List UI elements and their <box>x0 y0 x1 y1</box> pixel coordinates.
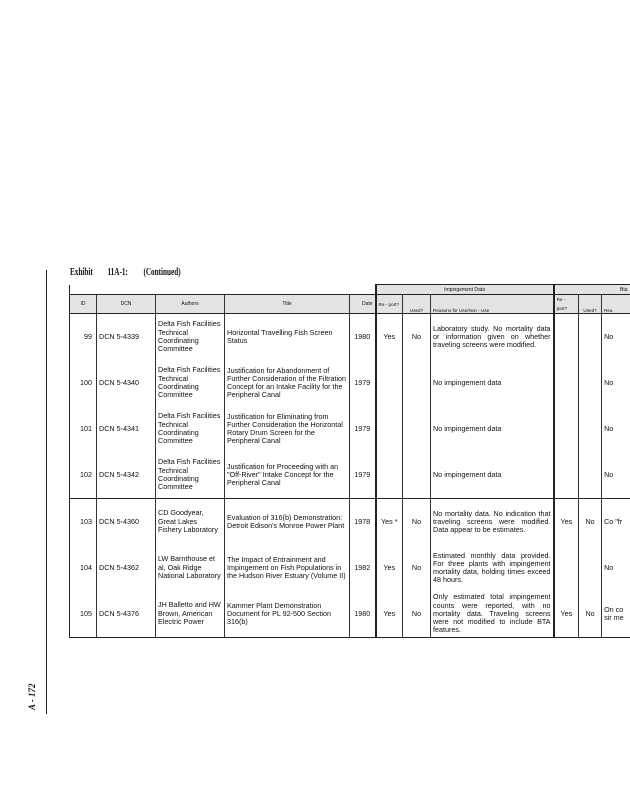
cell-bta-reason: No <box>602 406 630 452</box>
cell-imp-used: No <box>403 591 431 638</box>
table-row <box>70 406 630 452</box>
cell-date: 1982 <box>350 545 376 591</box>
cell-authors: Delta Fish Facilities Technical Coordinating Committee <box>156 406 225 452</box>
caption-status: (Continued) <box>143 267 181 278</box>
table-row <box>70 499 630 546</box>
header-imp-used: Used? <box>403 295 431 314</box>
cell-authors: CD Goodyear, Great Lakes Fishery Laboratory <box>156 499 225 546</box>
header-id: ID <box>70 295 97 314</box>
cell-imp-reason: No mortality data. No indication that traveling screens were modified. Data appear to be estimates. <box>431 499 554 546</box>
cell-imp-used <box>403 406 431 452</box>
cell-dcn: DCN 5-4360 <box>97 499 156 546</box>
cell-dcn: DCN 5-4341 <box>97 406 156 452</box>
cell-id: 103 <box>70 499 97 546</box>
table-row <box>70 314 630 361</box>
cell-bta-report: Yes <box>554 591 579 638</box>
cell-imp-used: No <box>403 314 431 361</box>
cell-bta-used <box>579 314 602 361</box>
exhibit-caption <box>70 267 181 278</box>
caption-exhibit: Exhibit <box>70 267 93 278</box>
cell-bta-used: No <box>579 591 602 638</box>
cell-imp-reason: Estimated monthly data provided. For three plants with impingement mortality data, holding times exceed 48 hours. <box>431 545 554 591</box>
cell-imp-report: Yes <box>376 545 403 591</box>
cell-imp-report: Yes <box>376 314 403 361</box>
cell-bta-report <box>554 545 579 591</box>
cell-imp-used: No <box>403 545 431 591</box>
cell-bta-reason: No <box>602 452 630 499</box>
cell-imp-reason: Laboratory study. No mortality data or information given on whether traveling screens were modified. <box>431 314 554 361</box>
page-number: A - 172 <box>27 683 37 710</box>
cell-imp-used: No <box>403 499 431 546</box>
header-title: Title <box>225 295 350 314</box>
cell-bta-reason: No <box>602 360 630 406</box>
cell-authors: Delta Fish Facilities Technical Coordinating Committee <box>156 360 225 406</box>
cell-title: Evaluation of 316(b) Demonstration: Detroit Edison's Monroe Power Plant <box>225 499 350 546</box>
cell-imp-reason: Only estimated total impingement counts were reported, with no mortality data. Traveling screens were not modified to include BTA features. <box>431 591 554 638</box>
header-dcn: DCN <box>97 295 156 314</box>
cell-id: 104 <box>70 545 97 591</box>
caption-number: 11A-1: <box>107 267 128 278</box>
cell-bta-report <box>554 452 579 499</box>
cell-bta-used <box>579 545 602 591</box>
cell-id: 102 <box>70 452 97 499</box>
cell-dcn: DCN 5-4340 <box>97 360 156 406</box>
cell-title: Horizontal Travelling Fish Screen Status <box>225 314 350 361</box>
cell-dcn: DCN 5-4339 <box>97 314 156 361</box>
header-bta-report: Re - port? <box>554 295 579 314</box>
cell-bta-used <box>579 452 602 499</box>
cell-date: 1978 <box>350 499 376 546</box>
header-group-impingement: Impingement Data <box>376 285 554 295</box>
cell-bta-report <box>554 314 579 361</box>
cell-date: 1979 <box>350 360 376 406</box>
cell-imp-report <box>376 406 403 452</box>
cell-title: Justification for Proceeding with an "Off-River" Intake Concept for the Peripheral Canal <box>225 452 350 499</box>
cell-bta-used <box>579 360 602 406</box>
cell-imp-reason: No impingement data <box>431 406 554 452</box>
header-group-bta: Bta <box>554 285 630 295</box>
cell-id: 99 <box>70 314 97 361</box>
header-authors: Authors <box>156 295 225 314</box>
exhibit-table-wrapper <box>69 284 628 635</box>
cell-authors: Delta Fish Facilities Technical Coordinating Committee <box>156 452 225 499</box>
cell-bta-used: No <box>579 499 602 546</box>
cell-imp-report <box>376 452 403 499</box>
header-bta-used: Used? <box>579 295 602 314</box>
cell-bta-reason: No <box>602 545 630 591</box>
table-row <box>70 452 630 499</box>
cell-date: 1980 <box>350 591 376 638</box>
cell-authors: LW Barnthouse et al, Oak Ridge National Laboratory <box>156 545 225 591</box>
cell-title: Kammer Plant Demonstration Document for PL 92-500 Section 316(b) <box>225 591 350 638</box>
table-row <box>70 545 630 591</box>
table-row <box>70 360 630 406</box>
header-date: Date <box>350 295 376 314</box>
cell-bta-reason: No <box>602 314 630 361</box>
cell-id: 105 <box>70 591 97 638</box>
cell-date: 1979 <box>350 452 376 499</box>
cell-authors: Delta Fish Facilities Technical Coordinating Committee <box>156 314 225 361</box>
margin-rule <box>46 270 47 714</box>
cell-imp-report: Yes <box>376 591 403 638</box>
cell-id: 101 <box>70 406 97 452</box>
table-row <box>70 591 630 638</box>
cell-imp-reason: No impingement data <box>431 452 554 499</box>
cell-dcn: DCN 5-4362 <box>97 545 156 591</box>
cell-title: Justification for Abandonment of Further Consideration of the Filtration Concept for an Intake Facility for the Peripheral Canal <box>225 360 350 406</box>
cell-imp-reason: No impingement data <box>431 360 554 406</box>
cell-title: Justification for Eliminating from Further Consideration the Horizontal Rotary Drum Screen for the Peripheral Canal <box>225 406 350 452</box>
cell-imp-report: Yes * <box>376 499 403 546</box>
cell-date: 1979 <box>350 406 376 452</box>
cell-imp-report <box>376 360 403 406</box>
cell-dcn: DCN 5-4376 <box>97 591 156 638</box>
cell-bta-reason: On co sir me <box>602 591 630 638</box>
cell-bta-report <box>554 406 579 452</box>
cell-imp-used <box>403 452 431 499</box>
cell-bta-report <box>554 360 579 406</box>
cell-title: The Impact of Entrainment and Impingement on Fish Populations in the Hudson River Estuary (Volume II) <box>225 545 350 591</box>
cell-date: 1980 <box>350 314 376 361</box>
exhibit-table <box>69 284 630 638</box>
cell-bta-used <box>579 406 602 452</box>
header-imp-reasons: Reasons for Use/Non - Use <box>431 295 554 314</box>
cell-authors: JH Balletto and HW Brown, American Electric Power <box>156 591 225 638</box>
header-bta-reasons: Rea <box>602 295 630 314</box>
table-body <box>70 314 630 638</box>
cell-dcn: DCN 5-4342 <box>97 452 156 499</box>
header-imp-report: Re - port? <box>376 295 403 314</box>
cell-imp-used <box>403 360 431 406</box>
cell-bta-report: Yes <box>554 499 579 546</box>
table-header <box>70 285 630 314</box>
cell-id: 100 <box>70 360 97 406</box>
cell-bta-reason: Co "fr <box>602 499 630 546</box>
